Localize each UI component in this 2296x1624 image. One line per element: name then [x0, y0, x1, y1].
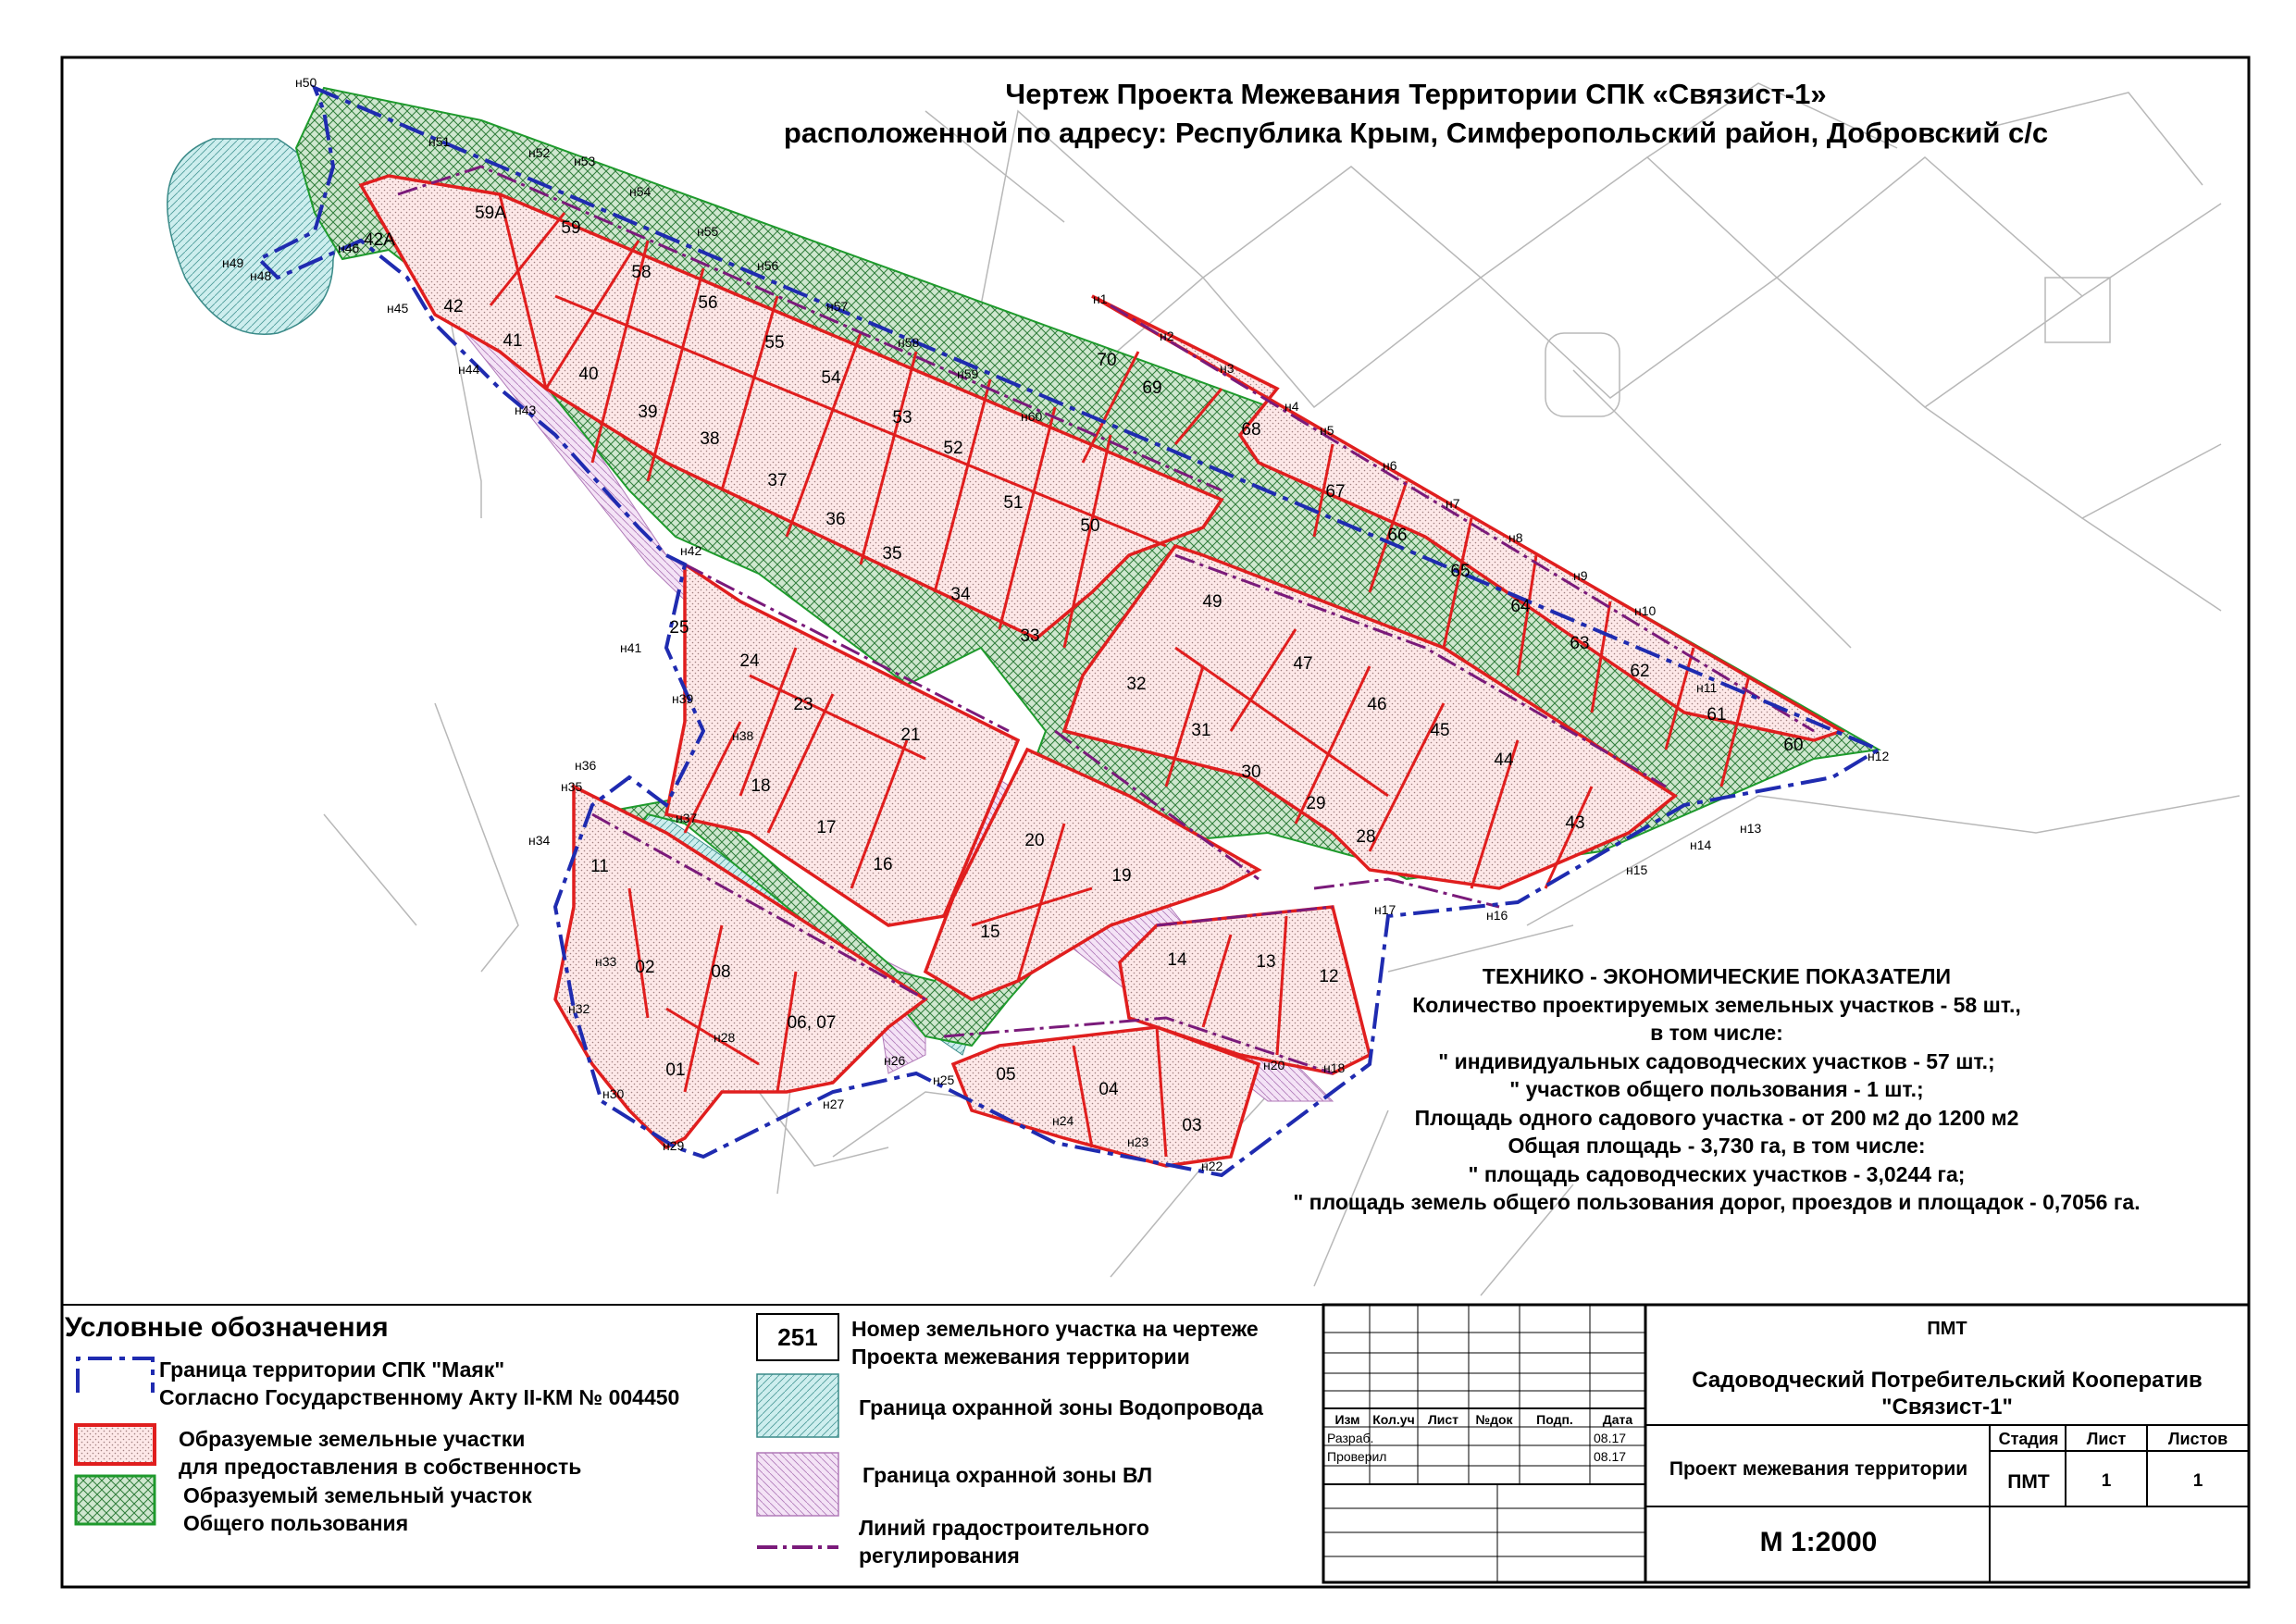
boundary-node-label: н49: [222, 255, 244, 270]
boundary-node-label: н30: [602, 1086, 625, 1101]
boundary-node-label: н46: [338, 241, 360, 255]
boundary-node-label: н1: [1093, 291, 1108, 306]
plot-number-label: 50: [1080, 516, 1100, 536]
boundary-node-label: н28: [714, 1030, 736, 1045]
legend-water: Граница охранной зоны Водопровода: [859, 1395, 1263, 1419]
plot-number-label: 01: [665, 1060, 686, 1080]
boundary-node-label: н12: [1868, 749, 1890, 763]
tep-line: " площадь земель общего пользования дорог, проездов и площадок - 0,7056 га.: [1293, 1190, 2141, 1214]
plot-number-label: 13: [1256, 952, 1276, 972]
plot-number-label: 41: [503, 331, 523, 351]
plot-number-label: 45: [1430, 721, 1450, 740]
boundary-node-label: н39: [672, 691, 694, 706]
boundary-node-label: н52: [528, 145, 551, 160]
plot-number-label: 51: [1003, 493, 1024, 513]
stamp-row2-role: Проверил: [1327, 1449, 1387, 1464]
plot-number-label: 69: [1142, 378, 1162, 398]
boundary-node-label: н60: [1021, 409, 1043, 424]
stamp-header-list: Лист: [1427, 1412, 1459, 1427]
map-title-line-2: расположенной по адресу: Республика Крым, Симферопольский район, Добровский с/с: [783, 117, 2049, 149]
plot-number-label: 11: [590, 857, 609, 876]
legend-plots-line1: Образуемые земельные участки: [179, 1427, 526, 1451]
stamp-scale: М 1:2000: [1759, 1527, 1878, 1557]
plot-number-label: 56: [698, 293, 718, 313]
boundary-node-label: н41: [620, 640, 642, 655]
boundary-node-label: н27: [823, 1097, 845, 1111]
boundary-node-label: н13: [1740, 821, 1762, 836]
boundary-node-label: н33: [595, 954, 617, 969]
plot-number-label: 29: [1306, 794, 1326, 813]
plot-number-label: 68: [1241, 420, 1261, 440]
stamp-stage-header: Стадия: [1998, 1430, 2059, 1448]
plot-number-label: 34: [950, 585, 971, 604]
stamp-code: ПМТ: [1927, 1319, 1967, 1339]
stamp-row1-date: 08.17: [1594, 1431, 1627, 1445]
plot-number-label: 17: [816, 818, 837, 837]
boundary-node-label: н44: [458, 362, 480, 377]
legend-reg-line2: регулирования: [859, 1543, 1020, 1568]
stamp-header-izm: Изм: [1334, 1412, 1360, 1427]
legend-number-line2: Проекта межевания территории: [851, 1345, 1190, 1369]
plot-number-label: 03: [1182, 1116, 1202, 1135]
boundary-node-label: н48: [250, 268, 272, 283]
plot-number-label: 20: [1024, 831, 1045, 850]
plot-number-label: 30: [1241, 762, 1261, 782]
plot-number-label: 24: [739, 651, 760, 671]
plot-number-label: 16: [873, 855, 893, 874]
plot-number-label: 39: [638, 403, 658, 422]
plot-number-label: 64: [1510, 597, 1531, 616]
boundary-node-label: н7: [1446, 496, 1460, 511]
plot-number-label: 59А: [475, 204, 506, 223]
technical-indicators: [1194, 962, 2240, 1217]
plot-number-label: 42А: [364, 230, 395, 250]
boundary-node-label: н14: [1690, 837, 1712, 852]
boundary-node-label: н8: [1508, 530, 1523, 545]
tep-line: в том числе:: [1650, 1021, 1783, 1045]
plot-number-label: 21: [900, 725, 921, 745]
boundary-node-label: н53: [574, 154, 596, 168]
boundary-node-label: н5: [1320, 423, 1334, 438]
stamp-stage: ПМТ: [2007, 1471, 2050, 1493]
stamp-header-doc: №док: [1475, 1412, 1513, 1427]
boundary-node-label: н37: [676, 811, 698, 825]
plot-number-label: 19: [1111, 866, 1132, 886]
boundary-node-label: н34: [528, 833, 551, 848]
boundary-node-label: н23: [1127, 1134, 1149, 1149]
plot-number-label: 23: [793, 695, 813, 714]
plot-number-label: 44: [1494, 750, 1514, 770]
plot-number-label: 54: [821, 368, 841, 388]
plot-number-label: 67: [1325, 482, 1346, 502]
plot-number-label: 14: [1167, 950, 1187, 970]
stamp-header-date: Дата: [1602, 1412, 1633, 1427]
plot-number-label: 63: [1570, 634, 1590, 653]
legend-common-line2: Общего пользования: [183, 1511, 409, 1535]
plot-number-label: 65: [1450, 562, 1471, 581]
plot-number-label: 35: [882, 544, 902, 564]
boundary-node-label: н56: [757, 258, 779, 273]
legend-power: Граница охранной зоны ВЛ: [863, 1463, 1153, 1487]
plot-number-label: 53: [892, 408, 912, 428]
plot-number-label: 37: [767, 471, 788, 490]
legend-number-line1: Номер земельного участка на чертеже: [851, 1317, 1259, 1341]
boundary-node-label: н26: [884, 1053, 906, 1068]
boundary-node-label: н20: [1263, 1058, 1285, 1072]
plot-number-label: 04: [1098, 1080, 1119, 1099]
tep-line: " индивидуальных садоводческих участков - 57 шт.;: [1438, 1048, 1995, 1073]
plot-number-label: 49: [1202, 592, 1222, 612]
plot-number-label: 52: [943, 439, 963, 458]
stamp-header-sign: Подп.: [1536, 1412, 1573, 1427]
boundary-node-label: н32: [568, 1001, 590, 1016]
stamp-row1-role: Разраб.: [1327, 1431, 1374, 1445]
plot-number-label: 08: [711, 962, 731, 982]
stamp-org-line1: Садоводческий Потребительский Кооператив: [1692, 1368, 2203, 1393]
plot-number-label: 25: [669, 618, 689, 638]
plot-number-label: 59: [561, 218, 581, 238]
legend-reg-line1: Линий градостроительного: [859, 1516, 1149, 1540]
legend-common-line1: Образуемый земельный участок: [183, 1483, 532, 1507]
boundary-node-label: н10: [1634, 603, 1657, 618]
boundary-node-label: н54: [629, 184, 652, 199]
stamp-header-kol: Кол.уч: [1372, 1412, 1415, 1427]
boundary-node-label: н58: [898, 335, 920, 350]
plot-number-label: 66: [1387, 526, 1408, 545]
plot-number-label: 46: [1367, 695, 1387, 714]
boundary-node-label: н15: [1626, 862, 1648, 877]
stamp-row2-date: 08.17: [1594, 1449, 1627, 1464]
stamp-sheets-header: Листов: [2167, 1430, 2228, 1448]
legend-plots-line2: для предоставления в собственность: [179, 1455, 582, 1479]
plot-number-label: 06, 07: [787, 1013, 837, 1033]
boundary-node-label: н9: [1573, 568, 1588, 583]
legend-heading: Условные обозначения: [65, 1312, 389, 1343]
stamp-sheets: 1: [2192, 1471, 2203, 1491]
boundary-node-label: н45: [387, 301, 409, 316]
stamp-org-line2: "Связист-1": [1881, 1395, 2013, 1419]
boundary-node-label: н35: [561, 779, 583, 794]
tep-line: Площадь одного садового участка - от 200 м2 до 1200 м2: [1414, 1105, 2019, 1130]
boundary-node-label: н50: [295, 75, 317, 90]
plot-number-label: 40: [578, 365, 599, 384]
plot-number-label: 31: [1191, 721, 1211, 740]
plot-number-label: 43: [1565, 813, 1585, 833]
tep-line: " участков общего пользования - 1 шт.;: [1509, 1077, 1924, 1101]
plot-number-label: 12: [1319, 967, 1339, 986]
tep-line: " площадь садоводческих участков - 3,0244 га;: [1468, 1161, 1966, 1186]
boundary-node-label: н17: [1374, 902, 1396, 917]
plot-number-label: 36: [825, 510, 846, 529]
plot-number-label: 18: [751, 776, 771, 796]
map-title-line-1: Чертеж Проекта Межевания Территории СПК «Связист-1»: [1005, 78, 1827, 110]
plot-number-label: 33: [1020, 626, 1040, 646]
tep-line: Количество проектируемых земельных участков - 58 шт.,: [1412, 992, 2021, 1017]
boundary-node-label: н36: [575, 758, 597, 773]
boundary-node-label: н42: [680, 543, 702, 558]
plot-number-label: 05: [996, 1065, 1016, 1085]
plot-number-label: 61: [1706, 705, 1727, 725]
plot-number-label: 38: [700, 429, 720, 449]
stamp-project: Проект межевания территории: [1669, 1458, 1968, 1480]
plot-number-label: 47: [1293, 654, 1313, 674]
boundary-node-label: н43: [515, 403, 537, 417]
plot-number-label: 28: [1356, 827, 1376, 847]
boundary-node-label: н4: [1285, 399, 1299, 414]
plot-number-label: 55: [764, 333, 785, 353]
boundary-node-label: н38: [732, 728, 754, 743]
boundary-node-label: н57: [826, 299, 849, 314]
plot-number-label: 42: [443, 297, 464, 316]
boundary-node-label: н55: [697, 224, 719, 239]
plot-number-label: 62: [1630, 662, 1650, 681]
boundary-node-label: н59: [957, 366, 979, 381]
boundary-node-label: н11: [1696, 680, 1718, 695]
plot-number-label: 02: [635, 958, 655, 977]
legend-number-sample: 251: [777, 1323, 818, 1351]
boundary-node-label: н18: [1323, 1060, 1346, 1075]
plot-number-label: 32: [1126, 675, 1147, 694]
stamp-sheet: 1: [2101, 1471, 2112, 1491]
boundary-node-label: н22: [1201, 1159, 1223, 1173]
boundary-node-label: н25: [933, 1072, 955, 1087]
boundary-node-label: н51: [428, 134, 451, 149]
plot-number-label: 70: [1097, 351, 1117, 370]
tep-line: Общая площадь - 3,730 га, в том числе:: [1508, 1134, 1926, 1158]
tep-heading: ТЕХНИКО - ЭКОНОМИЧЕСКИЕ ПОКАЗАТЕЛИ: [1482, 964, 1952, 988]
boundary-node-label: н24: [1052, 1113, 1074, 1128]
stamp-sheet-header: Лист: [2086, 1430, 2127, 1448]
legend-spk-line2: Согласно Государственному Акту II-КМ № 004450: [159, 1385, 680, 1409]
legend-spk-line1: Граница территории СПК "Маяк": [159, 1357, 505, 1382]
boundary-node-label: н3: [1220, 361, 1235, 376]
boundary-node-label: н16: [1486, 908, 1508, 923]
boundary-node-label: н2: [1160, 329, 1174, 343]
plot-number-label: 58: [631, 263, 652, 282]
boundary-node-label: н6: [1383, 458, 1397, 473]
plot-number-label: 60: [1783, 736, 1804, 755]
plot-number-label: 15: [980, 923, 1000, 942]
boundary-node-label: н29: [663, 1138, 685, 1153]
